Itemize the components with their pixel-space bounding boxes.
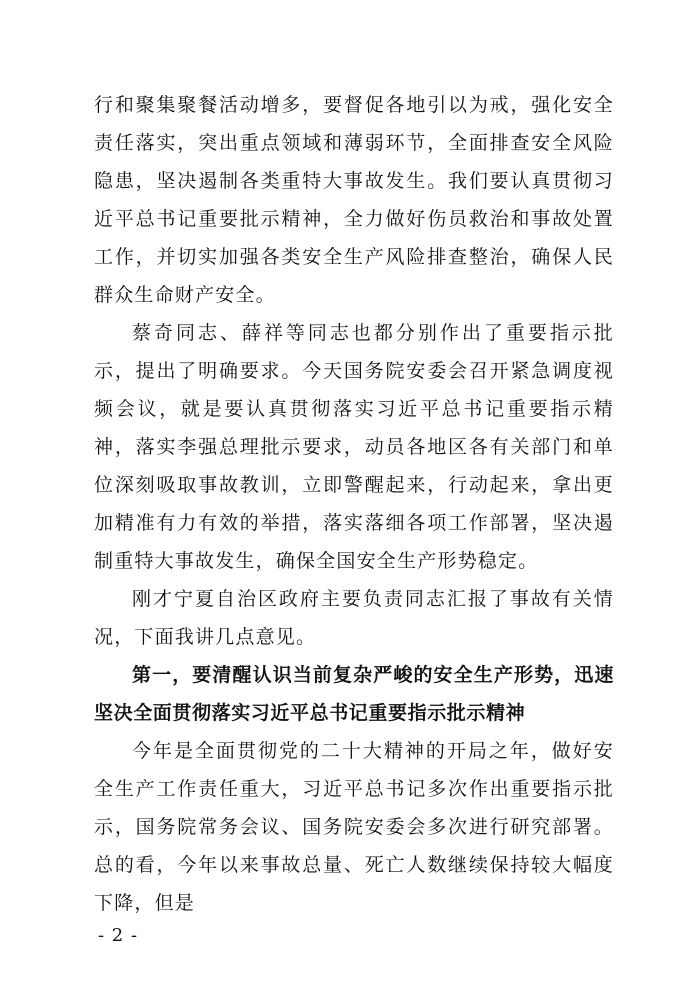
- paragraph-this-year: 今年是全面贯彻党的二十大精神的开局之年，做好安全生产工作责任重大，习近平总书记多次作出重要指示批示，国务院常务会议、国务院安委会多次进行研究部署。总的看，今年以来事故总量、死亡人数继续保持较大幅度下降，但是: [94, 740, 614, 914]
- paragraph-continuation: 行和聚集聚餐活动增多，要督促各地引以为戒，强化安全责任落实，突出重点领域和薄弱环节，全面排查安全风险隐患，坚决遏制各类重特大事故发生。我们要认真贯彻习近平总书记重要批示精神，全力做好伤员救治和事故处置工作，并切实加强各类安全生产风险排查整治，确保人民群众生命财产安全。: [94, 94, 614, 306]
- paragraph-leaders-instructions: 蔡奇同志、薛祥等同志也都分别作出了重要指示批示，提出了明确要求。今天国务院安委会召开紧急调度视频会议，就是要认真贯彻落实习近平总书记重要指示精神，落实李强总理批示要求，动员各地区各有关部门和单位深刻吸取事故教训，立即警醒起来，行动起来，拿出更加精准有力有效的举措，落实落细各项工作部署，坚决遏制重特大事故发生，确保全国安全生产形势稳定。: [94, 322, 614, 572]
- paragraph-ningxia-report: 刚才宁夏自治区政府主要负责同志汇报了事故有关情况，下面我讲几点意见。: [94, 588, 614, 648]
- section-heading-first: 第一，要清醒认识当前复杂严峻的安全生产形势，迅速坚决全面贯彻落实习近平总书记重要指示批示精神: [94, 664, 614, 724]
- document-body: [94, 86, 614, 922]
- page-number: - 2 -: [98, 925, 139, 946]
